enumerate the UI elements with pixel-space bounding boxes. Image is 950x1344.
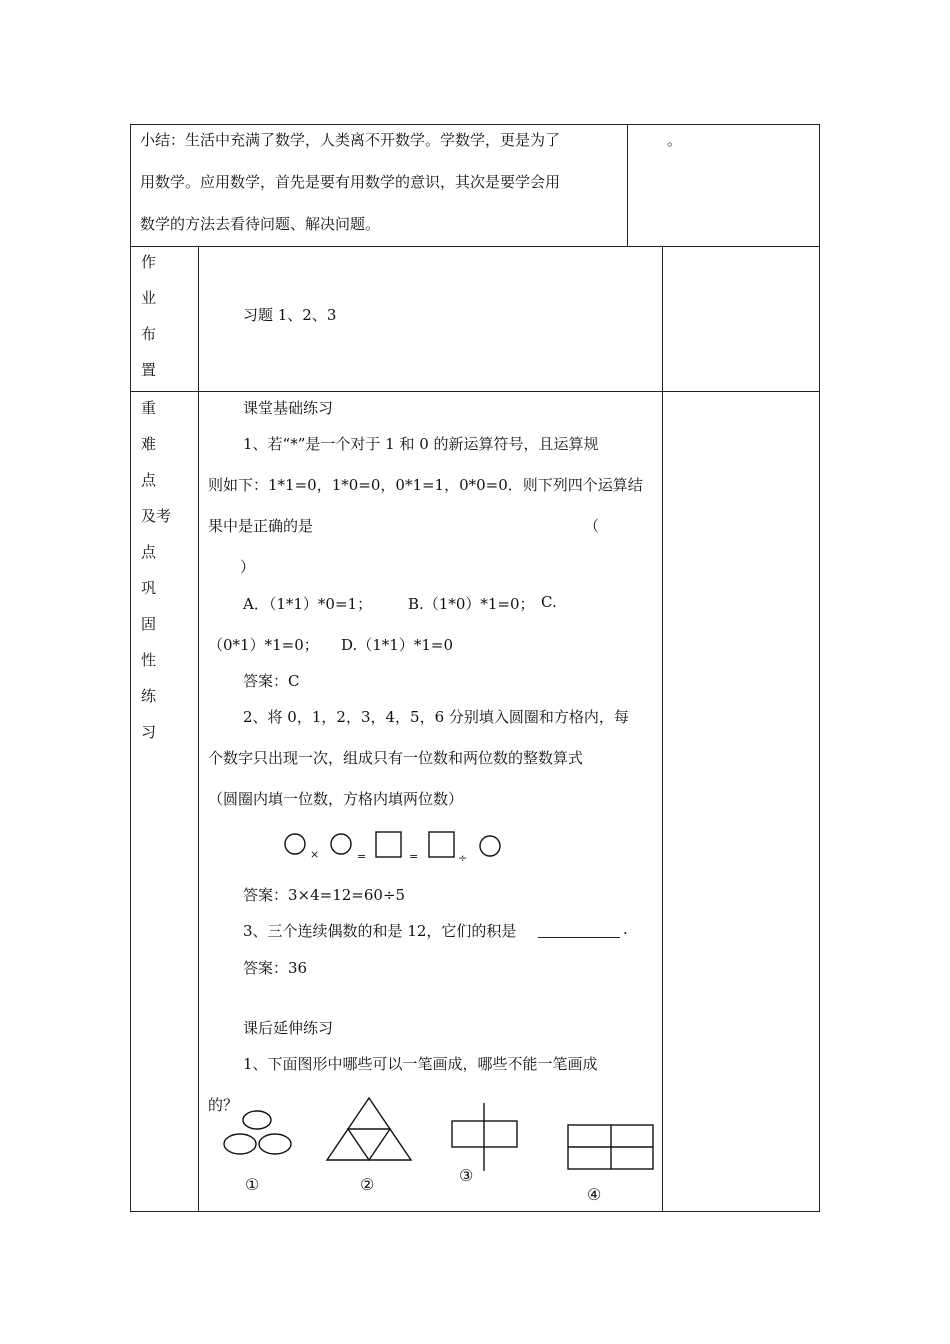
q1-line-2: 则如下：1*1=0，1*0=0，0*1=1，0*0=0．则下列四个运算结 bbox=[208, 476, 643, 494]
q1-answer: 答案：C bbox=[243, 672, 300, 690]
q1-line-3: 果中是正确的是 bbox=[208, 517, 314, 535]
summary-line-3: 数学的方法去看待问题、解决问题。 bbox=[140, 215, 381, 233]
q1-option-b: B.（1*0）*1=0； bbox=[408, 595, 535, 613]
figure-3-rect-cross bbox=[452, 1103, 517, 1171]
q3-text: 3、三个连续偶数的和是 12，它们的积是 bbox=[243, 922, 517, 940]
practice-label-char-1: 重 bbox=[141, 399, 157, 417]
homework-content: 习题 1、2、3 bbox=[243, 306, 337, 324]
figure-1-ellipses bbox=[224, 1111, 291, 1154]
q1-paren-close: ） bbox=[240, 558, 256, 576]
q3-tail: . bbox=[623, 920, 628, 938]
homework-label-char-3: 布 bbox=[141, 325, 157, 343]
practice-label-char-5: 点 bbox=[141, 543, 157, 561]
q1-option-c-prefix: C. bbox=[541, 593, 557, 611]
practice-label-char-7: 固 bbox=[141, 615, 157, 633]
homework-label-char-4: 置 bbox=[141, 361, 157, 379]
figure-label-1: ① bbox=[245, 1175, 260, 1194]
figure-2-triangle bbox=[327, 1098, 411, 1160]
q2-line-3: （圆圈内填一位数，方格内填两位数） bbox=[208, 790, 464, 808]
figure-4-grid bbox=[568, 1125, 653, 1169]
summary-line-2: 用数学。应用数学，首先是要有用数学的意识，其次是要学会用 bbox=[140, 173, 561, 191]
practice-label-char-9: 练 bbox=[141, 687, 157, 705]
practice-label-char-10: 习 bbox=[141, 723, 157, 741]
figure-label-2: ② bbox=[360, 1175, 375, 1194]
figure-label-4: ④ bbox=[587, 1185, 602, 1204]
q4-line-1: 1、下面图形中哪些可以一笔画成，哪些不能一笔画成 bbox=[243, 1055, 598, 1073]
q1-option-c-body: （0*1）*1=0； bbox=[208, 636, 319, 654]
q1-line-1: 1、若“*”是一个对于 1 和 0 的新运算符号，且运算规 bbox=[243, 435, 599, 453]
q2-op-divide: ÷ bbox=[458, 852, 468, 865]
practice-label-char-4: 及考 bbox=[141, 507, 172, 525]
homework-label-char-1: 作 bbox=[141, 253, 157, 271]
q3-answer: 答案：36 bbox=[243, 959, 308, 977]
q2-line-2: 个数字只出现一次，组成只有一位数和两位数的整数算式 bbox=[208, 749, 584, 767]
practice-label-char-6: 巩 bbox=[141, 579, 157, 597]
practice-label-char-2: 难 bbox=[141, 435, 157, 453]
q4-line-2: 的？ bbox=[208, 1096, 239, 1114]
q2-line-1: 2、将 0，1，2，3，4，5，6 分别填入圆圈和方格内，每 bbox=[243, 708, 629, 726]
q2-op-equals-2: = bbox=[409, 850, 419, 863]
summary-line-1: 小结：生活中充满了数学，人类离不开数学。学数学，更是为了 bbox=[140, 131, 561, 149]
section1-title: 课堂基础练习 bbox=[243, 399, 334, 417]
q1-option-d: D.（1*1）*1=0 bbox=[341, 636, 454, 654]
homework-label-char-2: 业 bbox=[141, 289, 157, 307]
practice-label-char-3: 点 bbox=[141, 471, 157, 489]
summary-side-mark: 。 bbox=[667, 131, 683, 149]
figure-label-3: ③ bbox=[459, 1166, 474, 1185]
q1-option-a: A．（1*1）*0=1； bbox=[243, 595, 373, 613]
practice-label-char-8: 性 bbox=[141, 651, 157, 669]
q2-op-times: × bbox=[310, 848, 320, 861]
q2-answer: 答案：3×4=12=60÷5 bbox=[243, 886, 406, 904]
section2-title: 课后延伸练习 bbox=[243, 1019, 334, 1037]
q2-op-equals-1: = bbox=[357, 850, 367, 863]
q1-paren-open: （ bbox=[584, 517, 600, 535]
